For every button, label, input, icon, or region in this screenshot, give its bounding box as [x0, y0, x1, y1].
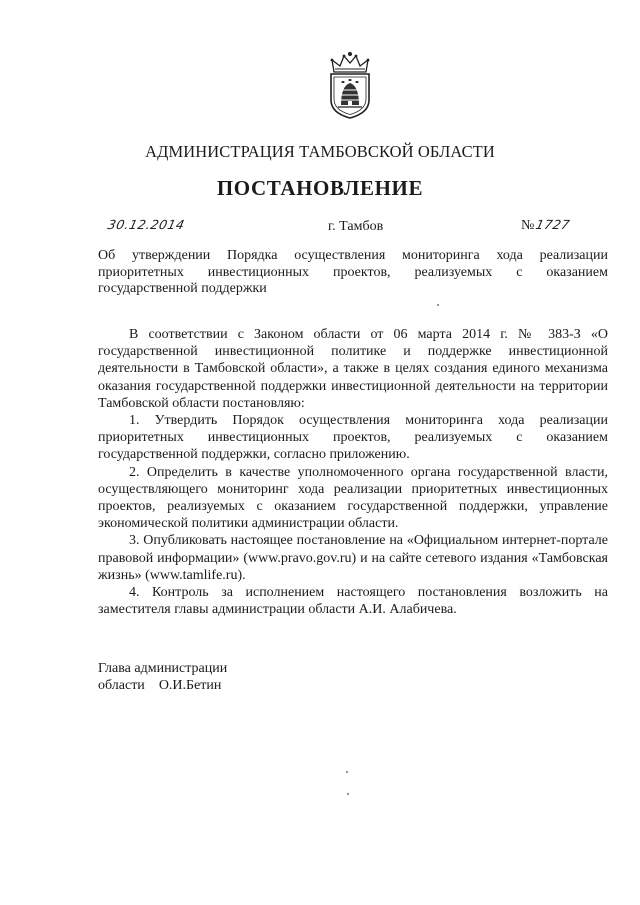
item-paragraph: 1. Утвердить Порядок осуществления мониторинга хода реализации приоритетных инвестиционных проектов, реализуемых с оказанием государственной поддержки, согласно приложению. [98, 413, 608, 463]
signatory-title-region: области [98, 678, 145, 693]
document-subject: Об утверждении Порядка осуществления мониторинга хода реализации приоритетных инвестиционных проектов, реализуемых с оказанием государственной поддержки [98, 248, 608, 296]
handwritten-number: 1727 [534, 217, 572, 232]
signatory-name: О.И.Бетин [158, 678, 222, 693]
document-type: ПОСТАНОВЛЕНИЕ [216, 176, 424, 200]
scan-speck [346, 771, 348, 773]
organization-name: АДМИНИСТРАЦИЯ ТАМБОВСКОЙ ОБЛАСТИ [145, 142, 495, 161]
tambov-coat-of-arms-icon [324, 50, 376, 120]
item-paragraph: 2. Определить в качестве уполномоченного органа государственной власти, осуществляющего мониторинг хода реализации приоритетных инвестиционных проектов, реализуемых с оказанием государственной поддержки, управление экономической политики администрации области. [98, 464, 608, 532]
preamble-paragraph: В соответствии с Законом области от 06 марта 2014 г. № 383-З «О государственной инвестиционной политике и поддержке инвестиционной деятельности в Тамбовской области», а также в целях создания единого механизма оказания государственной поддержки инвестиционной деятельности на территории Тамбовской области постановляю: [98, 327, 608, 411]
signature-block [98, 660, 227, 694]
handwritten-date: 30.12.2014 [106, 217, 187, 232]
signatory-title-line1: Глава администрации [98, 661, 228, 676]
scan-speck [347, 793, 349, 795]
document-body [98, 326, 608, 618]
scan-speck [437, 304, 439, 306]
document-date [108, 216, 185, 234]
item-paragraph: 4. Контроль за исполнением настоящего постановления возложить на заместителя главы администрации области А.И. Алабичева. [98, 585, 608, 618]
document-number [521, 217, 570, 234]
item-paragraph: 3. Опубликовать настоящее постановление на «Официальном интернет-портале правовой информации» (www.pravo.gov.ru) и на сайте сетевого издания «Тамбовская жизнь» (www.tamlife.ru). [98, 533, 608, 583]
document-city: г. Тамбов [328, 219, 384, 234]
number-label: № [521, 218, 535, 233]
signatory-title-line2 [98, 677, 227, 694]
